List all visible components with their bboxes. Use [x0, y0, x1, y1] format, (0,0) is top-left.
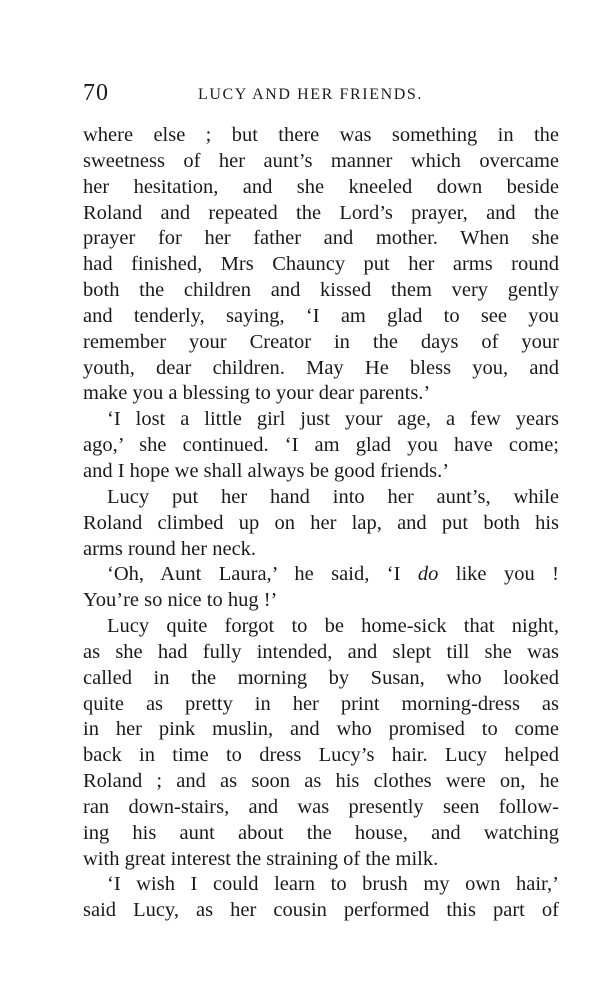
- text-line: youth, dear children. May He bless you, and: [83, 356, 559, 379]
- text-line: Roland and repeated the Lord’s prayer, and the: [83, 201, 559, 224]
- text-line: prayer for her father and mother. When she: [83, 227, 559, 250]
- text-line: quite as pretty in her print morning-dress as: [83, 692, 559, 715]
- text-line: and tenderly, saying, ‘I am glad to see you: [83, 304, 559, 327]
- text-line: as she had fully intended, and slept till she was: [83, 640, 559, 663]
- text-line: ‘Oh, Aunt Laura,’ he said, ‘I do like you !: [107, 563, 559, 586]
- text-line: Lucy quite forgot to be home-sick that night,: [107, 615, 559, 638]
- text-line: ran down-stairs, and was presently seen follow-: [83, 795, 559, 818]
- text-line: in her pink muslin, and who promised to come: [83, 718, 559, 741]
- text-line: ing his aunt about the house, and watching: [83, 821, 559, 844]
- text-line: Lucy put her hand into her aunt’s, while: [107, 485, 559, 508]
- text-line: both the children and kissed them very gently: [83, 279, 559, 302]
- text-line: called in the morning by Susan, who looked: [83, 666, 559, 689]
- text-line: You’re so nice to hug !’: [83, 589, 278, 612]
- text-line: make you a blessing to your dear parents.’: [83, 382, 431, 405]
- body-text: [83, 123, 559, 924]
- text-line: ‘I lost a little girl just your age, a few years: [107, 408, 559, 431]
- text-line: back in time to dress Lucy’s hair. Lucy helped: [83, 744, 559, 767]
- text-line: said Lucy, as her cousin performed this part of: [83, 899, 559, 922]
- running-head: LUCY AND HER FRIENDS.: [198, 86, 424, 103]
- page-number: 70: [83, 80, 109, 106]
- text-line: her hesitation, and she kneeled down beside: [83, 175, 559, 198]
- text-line: Roland climbed up on her lap, and put both his: [83, 511, 559, 534]
- text-line: with great interest the straining of the milk.: [83, 847, 439, 870]
- text-line: ‘I wish I could learn to brush my own hair,’: [107, 873, 559, 896]
- text-line: had finished, Mrs Chauncy put her arms round: [83, 253, 559, 276]
- text-line: and I hope we shall always be good friends.’: [83, 459, 450, 482]
- text-line: remember your Creator in the days of your: [83, 330, 559, 353]
- text-line: arms round her neck.: [83, 537, 257, 560]
- page-header: [83, 80, 563, 112]
- text-line: sweetness of her aunt’s manner which overcame: [83, 149, 559, 172]
- text-line: Roland ; and as soon as his clothes were on, he: [83, 770, 559, 793]
- text-line: where else ; but there was something in the: [83, 124, 559, 146]
- text-line: ago,’ she continued. ‘I am glad you have come;: [83, 434, 559, 457]
